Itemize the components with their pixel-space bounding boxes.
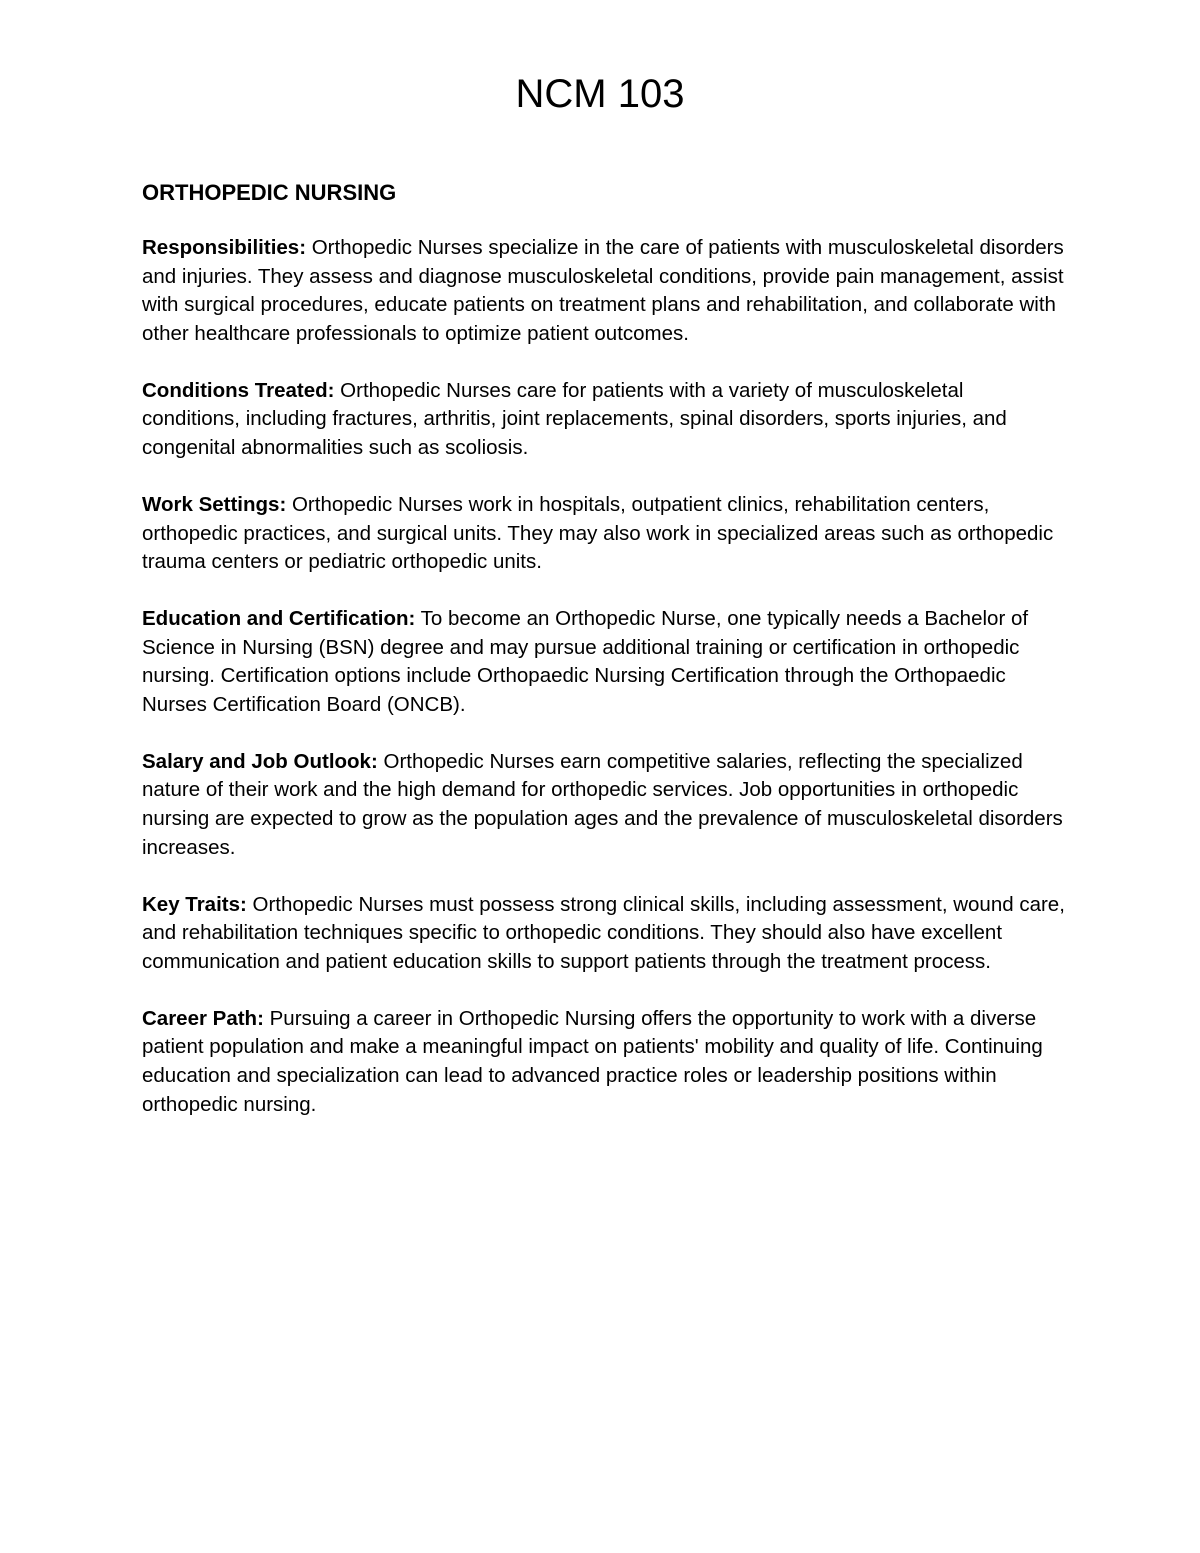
paragraph-text: Orthopedic Nurses specialize in the care of patients with musculoskeletal disorders and injuries. They assess and diagnose musculoskeletal conditions, provide pain management, assist with surgical procedures, educate patients on treatment plans and rehabilitation, and collaborate with other healthcare professionals to optimize patient outcomes. [142,236,1064,345]
paragraph-conditions-treated [142,377,1067,463]
document-body [142,178,1067,1148]
paragraph-label: Education and Certification: [142,607,416,631]
paragraph-label: Work Settings: [142,492,287,516]
paragraph-label: Career Path: [142,1006,264,1030]
paragraph-education-certification [142,605,1067,719]
section-heading: ORTHOPEDIC NURSING [142,180,397,205]
paragraph-responsibilities [142,234,1067,348]
paragraph-label: Conditions Treated: [142,378,335,402]
paragraph-salary-job-outlook [142,748,1067,862]
paragraph-work-settings [142,491,1067,577]
paragraph-text: Orthopedic Nurses care for patients with a variety of musculoskeletal conditions, including fractures, arthritis, joint replacements, spinal disorders, sports injuries, and congenital abnormalities such as scoliosis. [142,378,1007,459]
paragraph-text: To become an Orthopedic Nurse, one typically needs a Bachelor of Science in Nursing (BSN) degree and may pursue additional training or certification in orthopedic nursing. Certification options include Orthopaedic Nursing Certification through the Orthopaedic Nurses Certification Board (ONCB). [142,607,1029,716]
paragraph-text: Orthopedic Nurses work in hospitals, outpatient clinics, rehabilitation centers, orthopedic practices, and surgical units. They may also work in specialized areas such as orthopedic trauma centers or pediatric orthopedic units. [142,492,1054,574]
document-title: NCM 103 [515,72,685,116]
paragraph-label: Responsibilities: [142,236,307,259]
paragraph-label: Salary and Job Outlook: [142,749,378,773]
paragraph-career-path [142,1005,1067,1119]
paragraph-text: Orthopedic Nurses must possess strong clinical skills, including assessment, wound care, and rehabilitation techniques specific to orthopedic conditions. They should also have excellent communication and patient education skills to support patients through the treatment process. [142,892,1065,973]
paragraph-text: Pursuing a career in Orthopedic Nursing offers the opportunity to work with a diverse patient population and make a meaningful impact on patients' mobility and quality of life. Continuing education and specialization can lead to advanced practice roles or leadership positions within orthopedic nursing. [142,1006,1043,1116]
paragraph-text: Orthopedic Nurses earn competitive salaries, reflecting the specialized nature of their work and the high demand for orthopedic services. Job opportunities in orthopedic nursing are expected to grow as the population ages and the prevalence of musculoskeletal disorders increases. [142,749,1063,859]
paragraph-key-traits [142,891,1067,977]
paragraph-label: Key Traits: [142,892,247,916]
